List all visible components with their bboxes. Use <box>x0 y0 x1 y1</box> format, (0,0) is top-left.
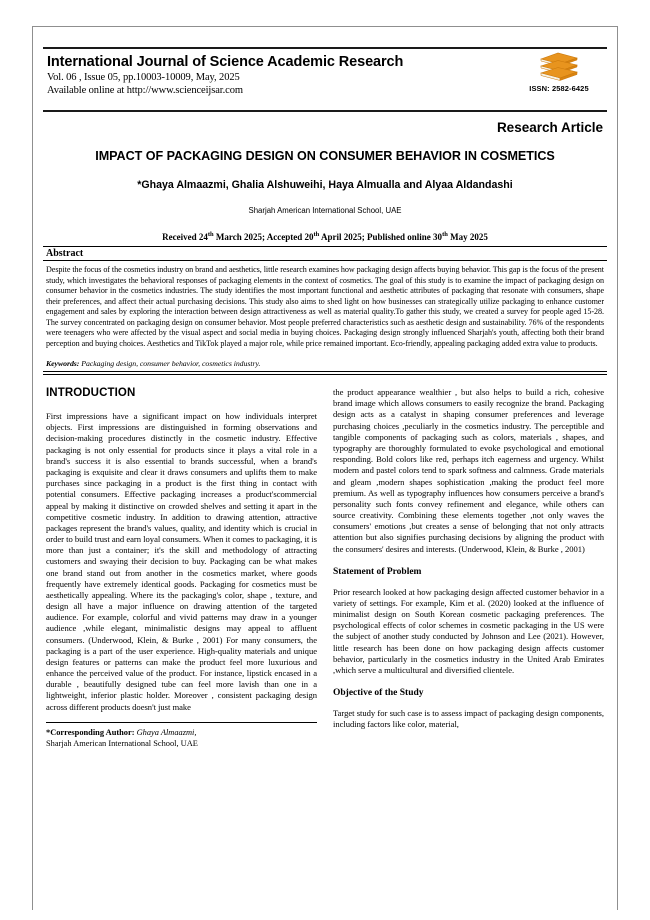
objective-of-study-heading: Objective of the Study <box>333 688 424 699</box>
keywords-line <box>43 351 607 371</box>
article-type-label: Research Article <box>496 120 603 135</box>
introduction-continued-paragraph: the product appearance wealthier , but also helps to build a rich, cohesive brand image which allows consumers to easily recognize the brand. Packaging design acts as a catalyst in shaping consumer preferences and leverage purchasing choices ,peculiarly in the cosmetics industry. The perceptible and tangible components of packaging such as colors, materials , shapes, and typography are thoroughly formulated to evoke psychological and emotional responding. Bold colors like red, perhaps itch eagerness and urgency. Whilst modern and pastel colors tend to spark softness and calmness. Grade materials and gleam ,modern shapes sophistication ,making the product feel more premium. As well as typography influences how consumers perceive a brand's personality such fonts convey refinement and elegance, while others can source creativity. Combining these elements together ,not only waves the consumers' emotions ,but creates a sense of belonging that not only attracts attention but also signifies purchasing decisions by aligning the product with the consumers' desires and interests. (Underwood, Klein, & Burke , 2001) <box>333 387 604 554</box>
journal-issn: ISSN: 2582-6425 <box>529 84 589 93</box>
corresponding-author-note <box>46 722 317 749</box>
published-mid: April 2025; Published online 30 <box>319 232 443 242</box>
author-affiliation: Sharjah American International School, UAE <box>248 206 402 215</box>
corresponding-author-affiliation: Sharjah American International School, UAE <box>46 738 198 748</box>
journal-availability-line: Available online at http://www.scienceijsar.com <box>47 85 243 97</box>
statement-of-problem-paragraph: Prior research looked at how packaging design affected customer behavior in a variety of settings. For example, Kim et al. (2020) looked at the influence of minimalist design on South Korean cosmetic packaging preferences. The psychological effects of color schemes in cosmetic packaging in the US were the subject of another study conducted by Johnson and Lee (2021). However, little research has been done on how packaging design affects customer behavior, particularly in the cosmetics industry in the United Arab Emirates ,which serve a multicultural and diversified clientele. <box>333 586 604 675</box>
journal-logo <box>517 50 601 93</box>
abstract-text: Despite the focus of the cosmetics industry on brand and aesthetics, little research examines how packaging design affects buying behavior. This gap is the focus of the present study, which investigates the behavioral responses of packaging elements in the context of cosmetics. The goal of this study is to examine the impact of packaging design on consumer behavior in the cosmetics industries. The study identifies the most important functional and aesthetic attributes of packaging that resonate with consumers, shape their preferences, and affect their actual purchasing decisions. This study also aims to shed light on how businesses can strategically utilize packaging to enhance customer engagement and sales by exploring the interaction between design attractiveness as well as material quality.To gather this study, we created a survey for people aged 15-28. The survey concentrated on packaging design on consumer behavior. Most people preferred characteristics such as aesthetic design and sustainability. 76% of the respondents were teenagers who were affected by the visual aspect and social media in buying choices. Packaging design strongly influenced Sharjah's youth, affecting both their brand perception and buying choices. Aesthetics and TikTok played a major role, while price remained important. Eco-friendly, appealing packaging added extra value to products. <box>46 265 604 348</box>
author-list: *Ghaya Almaazmi, Ghalia Alshuweihi, Haya Almualla and Alyaa Aldandashi <box>137 179 513 191</box>
journal-title: International Journal of Science Academic Research <box>47 54 404 70</box>
body-columns <box>43 387 607 749</box>
objective-of-study-paragraph: Target study for such case is to assess impact of packaging design components, including factors like color, material, <box>333 708 604 730</box>
statement-of-problem-heading: Statement of Problem <box>333 566 422 577</box>
page-content <box>33 47 617 749</box>
right-column <box>333 387 604 749</box>
published-suffix: May 2025 <box>447 232 488 242</box>
accepted-mid: March 2025; Accepted 20 <box>213 232 314 242</box>
journal-masthead <box>43 47 607 112</box>
corresponding-author-name: Ghaya Almaazmi, <box>134 727 197 737</box>
book-stack-icon <box>537 50 581 84</box>
received-prefix: Received 24 <box>162 232 208 242</box>
abstract-heading: Abstract <box>46 248 84 259</box>
published-sup: th <box>442 231 448 238</box>
corresponding-author-label: *Corresponding Author: <box>46 727 135 737</box>
left-column <box>46 387 317 749</box>
received-sup: th <box>207 231 214 238</box>
keywords-value: Packaging design, consumer behavior, cosmetics industry. <box>79 359 261 369</box>
paper-page <box>32 26 618 910</box>
paper-title: IMPACT OF PACKAGING DESIGN ON CONSUMER BEHAVIOR IN COSMETICS <box>95 149 555 163</box>
publication-dates <box>43 231 607 242</box>
keywords-label: Keywords: <box>46 359 80 369</box>
introduction-paragraph: First impressions have a significant impact on how individuals interpret objects. First impressions are distinguished in forming observations and decision-making procedures distinctly in the cosmetic industry. Effective packaging is not only essential for products since it plays a vital role in a brand's success it is also essential to brands successful, when a brand's packaging is exquisite and clear it draws consumers and uplifts them to make purchases since packaging in a product is the first thing in contact with potential consumers. Effective packaging increases a product'scommercial appeal by making it distinctive on crowded shelves and setting it apart in the competitive cosmetic industry. In addition to drawing attention, attractive packages represent the brand's values, quality, and identity which is crucial in order to build trust and earn loyal consumers. When it comes to packaging, it is more than just a container; it's the skill and methodology of attracting customers and swaying their decision to buy. Packaging can be what makes one brand stand out from another in the cosmetics market, where goods frequently have extremely identical goods. Packaging for cosmetics must be aesthetically appealing. Where its the packaging's color, shape , texture, and design all have a major influence on drawing attention of the targeted audience. For example, colorful and vivid patterns may draw in a younger audience ,while elegant, minimalistic designs may appeal to affluent consumers. (Underwood, Klein, & Burke , 2001) For many consumers, the packaging is a part of the user experience. High-quality materials and unique design features or patterns can make the product feel more luxurious and enhance the perceived value of the product. For instance, lipstick encased in a durable , beautifully designed tube can feel more lavish than one in a lightweight, inferior plastic holder. Moreover , consistent packaging design across different products doesn't just make <box>46 411 317 712</box>
abstract-bottom-rule <box>43 371 607 375</box>
accepted-sup: th <box>313 231 320 238</box>
journal-volume-line: Vol. 06 , Issue 05, pp.10003-10009, May, 2025 <box>47 71 240 83</box>
introduction-heading: INTRODUCTION <box>46 387 136 400</box>
